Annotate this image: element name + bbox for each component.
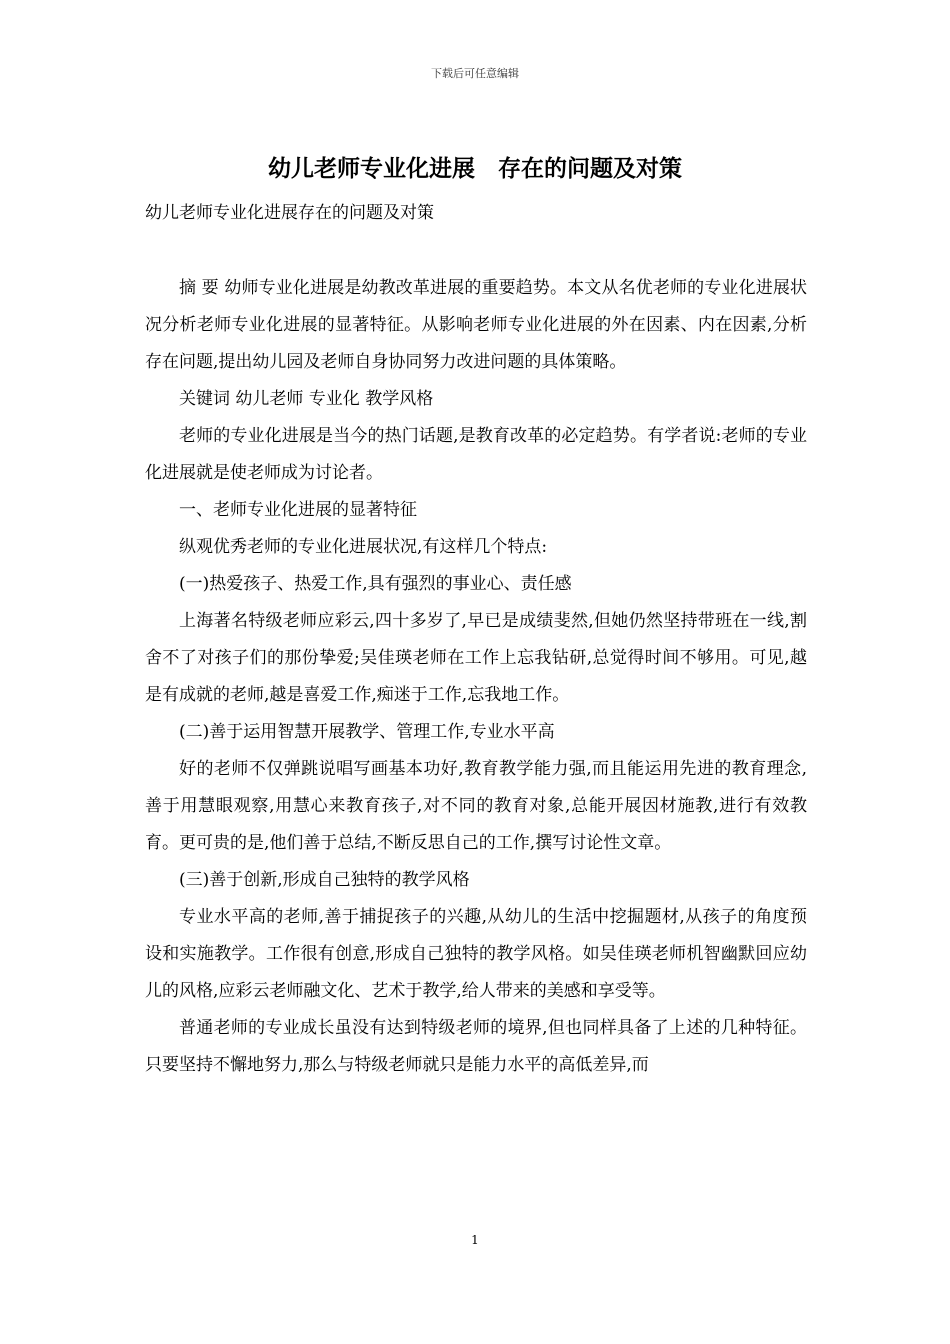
- body-paragraph: 纵观优秀老师的专业化进展状况,有这样几个特点:: [179, 537, 548, 557]
- body-paragraph: 上海著名特级老师应彩云,四十多岁了,早已是成绩斐然,但她仍然坚持带班在一线,割舍不了对孩子们的那份挚爱;吴佳瑛老师在工作上忘我钻研,总觉得时间不够用。可见,越是有成就的老师,越是喜爱工作,痴迷于工作,忘我地工作。: [145, 611, 807, 705]
- body-paragraph: 好的老师不仅弹跳说唱写画基本功好,教育教学能力强,而且能运用先进的教育理念,善于用慧眼观察,用慧心来教育孩子,对不同的教育对象,总能开展因材施教,进行有效教育。更可贵的是,他们善于总结,不断反思自己的工作,撰写讨论性文章。: [145, 759, 807, 853]
- keywords-paragraph: 关键词 幼儿老师 专业化 教学风格: [179, 389, 434, 409]
- abstract-paragraph: 摘 要 幼师专业化进展是幼教改革进展的重要趋势。本文从名优老师的专业化进展状况分析老师专业化进展的显著特征。从影响老师专业化进展的外在因素、内在因素,分析存在问题,提出幼儿园及老师自身协同努力改进问题的具体策略。: [145, 278, 807, 372]
- page-number: 1: [471, 1233, 479, 1247]
- body-paragraph: 老师的专业化进展是当今的热门话题,是教育改革的必定趋势。有学者说:老师的专业化进展就是使老师成为讨论者。: [145, 426, 807, 483]
- subsection-heading: (一)热爱孩子、热爱工作,具有强烈的事业心、责任感: [179, 574, 572, 594]
- section-heading: 一、老师专业化进展的显著特征: [179, 500, 417, 520]
- document-title: 幼儿老师专业化进展 存在的问题及对策: [268, 156, 682, 182]
- subsection-heading: (三)善于创新,形成自己独特的教学风格: [179, 870, 470, 890]
- body-paragraph: 普通老师的专业成长虽没有达到特级老师的境界,但也同样具备了上述的几种特征。只要坚持不懈地努力,那么与特级老师就只是能力水平的高低差异,而: [145, 1018, 807, 1075]
- body-paragraph: 专业水平高的老师,善于捕捉孩子的兴趣,从幼儿的生活中挖掘题材,从孩子的角度预设和实施教学。工作很有创意,形成自己独特的教学风格。如吴佳瑛老师机智幽默回应幼儿的风格,应彩云老师融文化、艺术于教学,给人带来的美感和享受等。: [145, 907, 807, 1001]
- document-body: [145, 270, 807, 1084]
- document-subtitle: 幼儿老师专业化进展存在的问题及对策: [145, 203, 434, 223]
- page-header: 下载后可任意编辑: [431, 67, 519, 80]
- subsection-heading: (二)善于运用智慧开展教学、管理工作,专业水平高: [179, 722, 555, 742]
